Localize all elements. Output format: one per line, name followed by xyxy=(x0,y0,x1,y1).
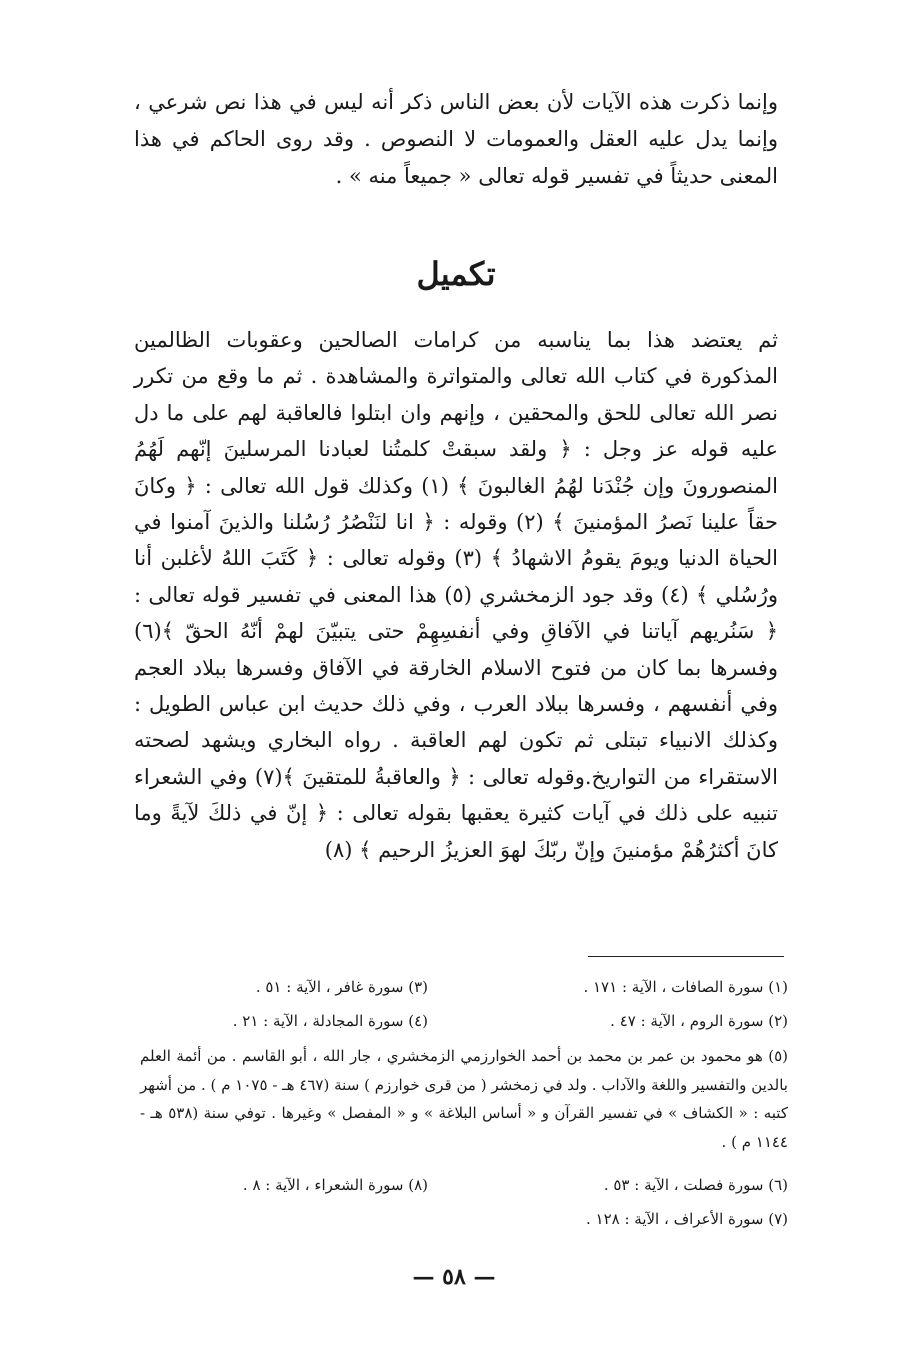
footnote-row xyxy=(140,974,788,1001)
footnote-divider xyxy=(588,956,784,957)
footnote-3: (٣) سورة غافر ، الآية : ٥١ . xyxy=(255,978,428,996)
footnote-7: (٧) سورة الأعراف ، الآية : ١٢٨ . xyxy=(585,1210,788,1228)
footnote-5: (٥) هو محمود بن عمر بن محمد بن أحمد الخوارزمي الزمخشري ، جار الله ، أبو القاسم . من أئمة العلم بالدين والتفسير واللغة والآداب . ولد في زمخشر ( من قرى خوارزم ) سنة (٤٦٧ هـ - ١٠٧٥ م ) . من أشهر كتبه : « الكشاف » في تفسير القرآن و « أساس البلاغة » و « المفصل » وغيرها . توفي سنة (٥٣٨ هـ - ١١٤٤ م ) . xyxy=(140,1047,788,1151)
main-paragraph-block xyxy=(134,322,778,868)
footnote-row xyxy=(140,1008,788,1035)
footnote-2: (٢) سورة الروم ، الآية : ٤٧ . xyxy=(610,1012,788,1030)
section-heading: تكميل xyxy=(416,255,496,293)
intro-paragraph: وإنما ذكرت هذه الآيات لأن بعض الناس ذكر أنه ليس في هذا نص شرعي ، وإنما يدل عليه العقل والعمومات لا النصوص . وقد روى الحاكم في هذا المعنى حديثاً في تفسير قوله تعالى « جميعاً منه » . xyxy=(134,90,778,188)
footnote-8: (٨) سورة الشعراء ، الآية : ٨ . xyxy=(242,1176,428,1194)
intro-paragraph-block xyxy=(134,84,778,194)
footnote-4: (٤) سورة المجادلة ، الآية : ٢١ . xyxy=(232,1012,428,1030)
footnote-row xyxy=(140,1172,788,1199)
page-number: — ٥٨ — xyxy=(412,1264,496,1290)
footnote-6: (٦) سورة فصلت ، الآية : ٥٣ . xyxy=(603,1176,788,1194)
main-paragraph: ثم يعتضد هذا بما يناسبه من كرامات الصالحين وعقوبات الظالمين المذكورة في كتاب الله تعالى والمتواترة والمشاهدة . ثم ما وقع من تكرر نصر الله تعالى للحق والمحقين ، وإنهم وان ابتلوا فالعاقبة لهم على ما دل عليه قوله عز وجل : ﴿ ولقد سبقتْ كلمتُنا لعبادنا المرسلينَ إنّهم لَهُمُ المنصورونَ وإن جُنْدَنا لهُمُ الغالبونَ ﴾ (١) وكذلك قول الله تعالى : ﴿ وكانَ حقاً علينا نَصرُ المؤمنينَ ﴾ (٢) وقوله : ﴿ انا لنَنْصُرُ رُسُلنا والذينَ آمنوا في الحياة الدنيا ويومَ يقومُ الاشهادُ ﴾ (٣) وقوله تعالى : ﴿ كَتَبَ اللهُ لأغلبن أنا ورُسُلي ﴾ (٤) وقد جود الزمخشري (٥) هذا المعنى في تفسير قوله تعالى : ﴿ سَنُريهم آياتنا في الآفاقِ وفي أنفسِهِمْ حتى يتبيّنَ لهمْ أنّهُ الحقّ ﴾(٦) وفسرها بما كان من فتوح الاسلام الخارقة في الآفاق وفسرها ببلاد العجم وفي أنفسهم ، وفسرها ببلاد العرب ، وفي ذلك حديث ابن عباس الطويل : وكذلك الانبياء تبتلى ثم تكون لهم العاقبة . رواه البخاري ويشهد لصحته الاستقراء من التواريخ.وقوله تعالى : ﴿ والعاقبةُ للمتقينَ ﴾(٧) وفي الشعراء تنبيه على ذلك في آيات كثيرة يعقبها بقوله تعالى : ﴿ إنّ في ذلكَ لآيةً وما كانَ أكثرُهُمْ مؤمنينَ وإنّ ربّكَ لهوَ العزيزُ الرحيم ﴾ (٨) xyxy=(134,328,779,862)
footnote-1: (١) سورة الصافات ، الآية : ١٧١ . xyxy=(583,978,788,996)
